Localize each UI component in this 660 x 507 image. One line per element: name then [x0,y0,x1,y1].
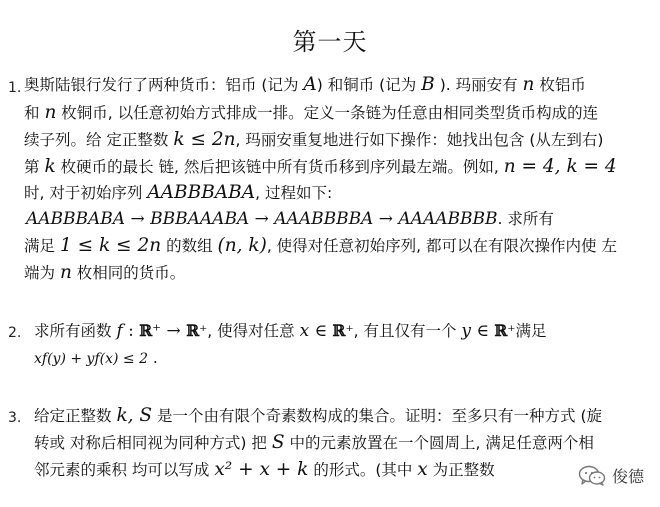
math-symbol: A [303,74,317,95]
math-symbol: y ∈ [461,321,495,341]
math-symbol: ⁺ → [152,321,187,341]
problem-line [34,321,546,341]
math-symbol: f [116,321,123,341]
problem-line [24,157,617,177]
text-run: 枚铜币, 以任意初始方式排成一排。定义一条链为任意由相同类型货币构成的连 [56,104,599,122]
text-run: 和 [24,104,45,122]
math-expression: k, S [116,405,153,426]
problem-line [34,406,602,426]
math-expression: 1 ≤ k ≤ 2n [59,235,162,256]
math-expression: xf(y) + yf(x) ≤ 2 [34,351,148,367]
text-run: 是一个由有限个奇素数构成的集合。证明：至多只有一种方式 (旋 [152,407,602,425]
text-run: 为正整数 [427,461,495,479]
text-run: ) 和铜币 (记为 [316,76,422,94]
text-run: 枚铝币 [534,76,586,94]
text-run: , 过程如下: [255,184,333,202]
text-run: 第 [24,158,45,176]
text-run: 邻元素的乘积 均可以写成 [34,461,215,479]
text-run: 的数组 [161,237,218,255]
math-symbol: k [44,156,56,177]
problem-number: 1. [8,80,22,96]
math-symbol: n [44,102,57,123]
watermark [578,464,644,487]
text-run: ). 玛丽安有 [434,76,523,94]
text-run: . [148,349,158,367]
math-symbol: : [122,321,140,341]
text-run: , 使得对任意初始序列, 都可以在有限次操作内使 左 [266,237,617,255]
problem-line [26,209,554,229]
math-expression: k ≤ 2n [173,129,236,150]
problem-line [24,103,598,123]
math-symbol: x [417,459,428,480]
math-symbol: ℝ [494,321,508,340]
text-run: ⁺满足 [507,322,547,340]
math-symbol: n [59,262,72,283]
math-expression: (n, k) [217,235,267,256]
math-symbol: B [421,74,435,95]
math-sequence: AABBBABA [147,182,256,203]
text-run: . 求所有 [497,210,554,228]
problem-number: 2. [8,325,22,341]
math-expression: x² + x + k [214,459,309,480]
text-run: 满足 [24,237,60,255]
problem-line [24,130,603,150]
text-run: 续子列。给 定正整数 [24,131,174,149]
text-run: 端为 [24,264,60,282]
text-run: 中的元素放置在一个圆周上, 满足任意两个相 [284,434,594,452]
text-run: 枚硬币的最长 链, 然后把该链中所有货币移到序列最左端。例如, [55,158,504,176]
text-run: 时, 对于初始序列 [24,184,148,202]
problem-number: 3. [8,410,22,426]
math-symbol: ℝ [139,321,153,340]
math-expression: n = 4, k = 4 [503,156,617,177]
watermark-text: 俊德 [612,467,645,486]
problem-line [34,460,495,480]
math-symbol: ℝ [186,321,200,340]
text-run: 给定正整数 [34,407,117,425]
math-symbol: x ∈ [299,321,333,341]
text-run: 求所有函数 [34,322,117,340]
text-run: 的形式。(其中 [308,461,418,479]
text-run: ⁺, 使得对任意 [199,322,300,340]
problem-line [24,263,185,283]
text-run: 转或 对称后相同视为同种方式) 把 [34,434,272,452]
problem-line [34,433,594,453]
text-run: 奥斯陆银行发行了两种货币：铝币 (记为 [24,76,304,94]
problem-line [24,75,586,95]
text-run: ⁺, 有且仅有一个 [345,322,462,340]
problem-line [24,236,617,256]
wechat-icon [578,465,606,487]
math-symbol: S [271,432,285,453]
math-sequence-chain: AABBBABA → BBBAAABA → AAABBBBA → AAAABBBB [26,209,498,229]
text-run: , 玛丽安重复地进行如下操作：她找出包含 (从左到右) [235,131,604,149]
text-run: 枚相同的货币。 [71,264,186,282]
problem-line [24,183,332,203]
problem-line [34,348,158,369]
math-symbol: ℝ [332,321,346,340]
math-symbol: n [522,74,535,95]
page-title: 第一天 [292,28,368,56]
